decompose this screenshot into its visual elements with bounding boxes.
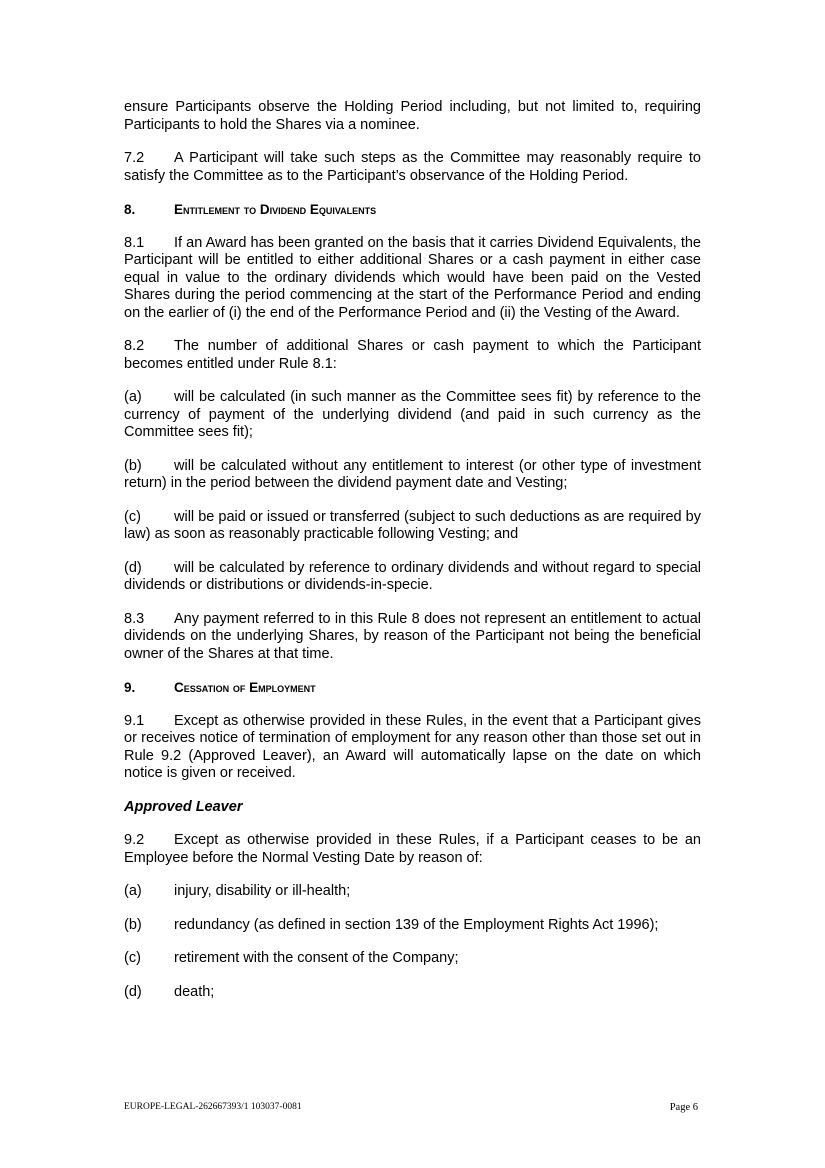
heading-title: Cessation of Employment: [174, 680, 316, 695]
list-item-8-2-d: [124, 560, 701, 595]
item-label: (c): [124, 950, 141, 966]
clause-text: Any payment referred to in this Rule 8 does not represent an entitlement to actual dividends on the underlying Shares, by reason of the Participant not being the beneficial owner of the Shares at that time.: [124, 610, 701, 662]
item-label: (c): [124, 508, 141, 525]
clause-number: 9.2: [124, 832, 145, 848]
list-item-8-2-c: [124, 509, 701, 544]
paragraph-8-3: [124, 611, 701, 664]
item-text: will be calculated by reference to ordinary dividends and without regard to special dividends or distributions or dividends-in-specie.: [124, 559, 701, 593]
item-text: will be calculated without any entitlement to interest (or other type of investment return) in the period between the dividend payment date and Vesting;: [124, 457, 701, 491]
list-item-9-2-d: [124, 984, 701, 1002]
heading-number: 9.: [124, 680, 136, 695]
clause-number: 9.1: [124, 712, 145, 729]
clause-number: 8.2: [124, 338, 145, 354]
item-label: (a): [124, 883, 142, 899]
list-item-9-2-c: [124, 950, 701, 968]
clause-number: 8.1: [124, 234, 145, 251]
paragraph-7-2: [124, 150, 701, 185]
item-label: (b): [124, 916, 142, 933]
heading-title: Entitlement to Dividend Equivalents: [174, 202, 377, 217]
clause-number: 7.2: [124, 150, 145, 166]
page-number: Page 6: [669, 1102, 698, 1113]
page-footer: [124, 1102, 698, 1116]
item-label: (d): [124, 983, 142, 1000]
heading-number: 8.: [124, 202, 136, 217]
paragraph-9-1: [124, 713, 701, 783]
item-text: will be paid or issued or transferred (subject to such deductions as are required by law) as soon as reasonably practicable following Vesting; and: [124, 508, 701, 542]
subheading-approved-leaver: Approved Leaver: [124, 798, 243, 815]
item-text: will be calculated (in such manner as the Committee sees fit) by reference to the currency of payment of the underlying dividend (and paid in such currency as the Committee sees fit);: [124, 389, 701, 440]
paragraph-8-2: [124, 338, 701, 373]
clause-text: A Participant will take such steps as the Committee may reasonably require to satisfy the Committee as to the Participant’s observance of the Holding Period.: [124, 150, 701, 184]
paragraph-8-1: [124, 235, 701, 323]
clause-text: Except as otherwise provided in these Rules, in the event that a Participant gives or receives notice of termination of employment for any reason other than those set out in Rule 9.2 (Approved Leaver), an Award will automatically lapse on the date on which notice is given or received.: [124, 712, 701, 781]
heading-9: [124, 679, 701, 697]
item-label: (a): [124, 389, 142, 405]
item-text: injury, disability or ill-health;: [174, 883, 351, 899]
item-label: (d): [124, 559, 142, 576]
paragraph-9-2: [124, 832, 701, 867]
clause-text: Except as otherwise provided in these Rules, if a Participant ceases to be an Employee before the Normal Vesting Date by reason of:: [124, 832, 701, 866]
list-item-9-2-b: [124, 917, 701, 935]
document-reference: EUROPE-LEGAL-262667393/1 103037-0081: [124, 1102, 302, 1112]
clause-text: If an Award has been granted on the basis that it carries Dividend Equivalents, the Participant will be entitled to either additional Shares or a cash payment in either case equal in value to the ordinary dividends which would have been paid on the Vested Shares during the period commencing at the start of the Performance Period and ending on the earlier of (i) the end of the Performance Period and (ii) the Vesting of the Award.: [124, 234, 701, 321]
heading-8: [124, 201, 701, 219]
document-body: [124, 99, 701, 1001]
item-text: death;: [174, 983, 215, 1000]
list-item-8-2-a: [124, 389, 701, 442]
list-item-8-2-b: [124, 458, 701, 493]
clause-number: 8.3: [124, 610, 145, 627]
list-item-9-2-a: [124, 883, 701, 901]
item-text: redundancy (as defined in section 139 of the Employment Rights Act 1996);: [174, 916, 659, 933]
item-label: (b): [124, 457, 142, 474]
item-text: retirement with the consent of the Company;: [174, 950, 459, 966]
clause-text: The number of additional Shares or cash payment to which the Participant becomes entitled under Rule 8.1:: [124, 338, 701, 372]
paragraph-continuation: ensure Participants observe the Holding Period including, but not limited to, requiring Participants to hold the Shares via a nominee.: [124, 99, 701, 133]
